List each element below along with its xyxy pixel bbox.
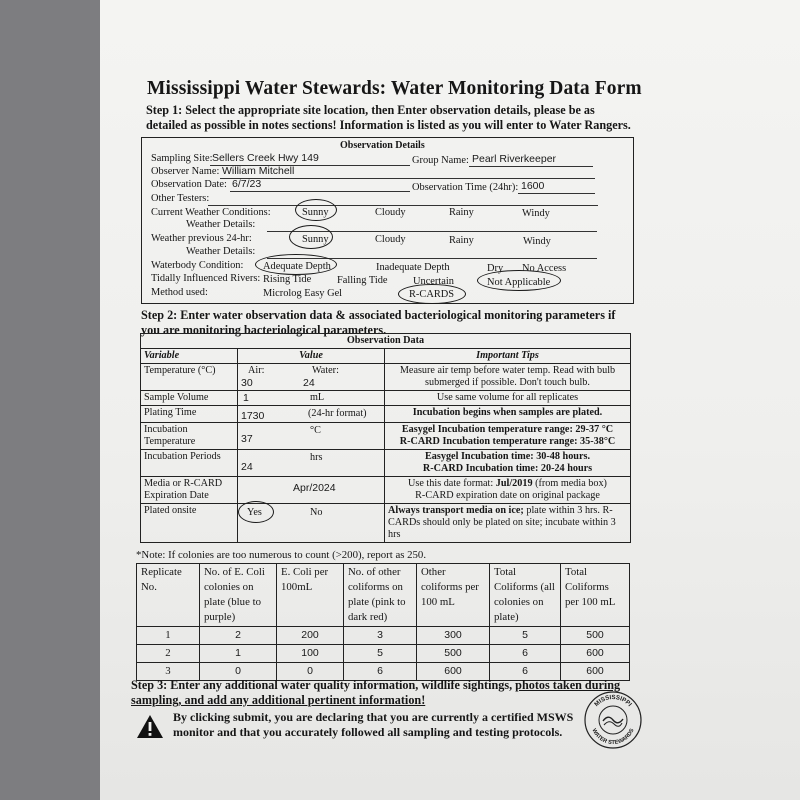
other-coliforms-per-100ml-value[interactable]: 500 xyxy=(417,645,490,663)
ecoli-per-100ml-value[interactable]: 100 xyxy=(277,645,344,663)
current-weather-sunny[interactable]: Sunny xyxy=(302,207,329,218)
total-coliforms-per-100ml-col-header: Total Coliforms per 100 mL xyxy=(561,564,630,627)
observation-data-table xyxy=(140,333,631,543)
observation-data-header: Observation Data xyxy=(141,334,631,349)
current-weather-cloudy[interactable]: Cloudy xyxy=(375,207,406,218)
form-title: Mississippi Water Stewards: Water Monitoring Data Form xyxy=(147,78,642,99)
observer-name-label: Observer Name: xyxy=(151,166,220,177)
tidal-label: Tidally Influenced Rivers: xyxy=(151,273,261,284)
plating-time-tip: Incubation begins when samples are plated. xyxy=(385,406,631,423)
incubation-periods-value[interactable]: 24 xyxy=(241,461,253,473)
plated-onsite-selection-circle xyxy=(238,501,274,523)
waterbody-no-access[interactable]: No Access xyxy=(522,263,567,274)
tidal-selection-circle xyxy=(477,270,561,291)
sample-volume-cell xyxy=(238,391,385,406)
table-row xyxy=(141,423,631,450)
incubation-temperature-value[interactable]: 37 xyxy=(241,433,253,445)
previous-weather-cloudy[interactable]: Cloudy xyxy=(375,234,406,245)
table-row xyxy=(141,364,631,391)
mississippi-water-stewards-seal-icon xyxy=(583,690,643,750)
temperature-label: Temperature (°C) xyxy=(141,364,238,391)
plated-onsite-label: Plated onsite xyxy=(141,504,238,543)
replicate-number: 3 xyxy=(137,663,200,681)
incubation-periods-tip-easygel: Easygel Incubation time: 30-48 hours. xyxy=(425,451,590,462)
replicate-header-row xyxy=(137,564,630,627)
table-row xyxy=(141,450,631,477)
previous-weather-windy[interactable]: Windy xyxy=(523,236,551,247)
previous-weather-rainy[interactable]: Rainy xyxy=(449,235,474,246)
previous-weather-label: Weather previous 24-hr: xyxy=(151,233,252,244)
observation-date-label: Observation Date: xyxy=(151,179,227,190)
media-tip-suffix: (from media box) xyxy=(532,478,607,489)
ecoli-colonies-value[interactable]: 2 xyxy=(200,627,277,645)
ecoli-colonies-value[interactable]: 1 xyxy=(200,645,277,663)
water-temp-value[interactable]: 24 xyxy=(303,377,315,389)
media-tip-example: Jul/2019 xyxy=(495,478,533,489)
incubation-periods-label: Incubation Periods xyxy=(141,450,238,477)
media-expiration-tip-rcard: R-CARD expiration date on original package xyxy=(415,490,600,501)
total-coliforms-per-100ml-value[interactable]: 500 xyxy=(561,627,630,645)
step3-underlined-text: photos taken during sampling, and add any additional pertinent information! xyxy=(131,678,621,707)
temperature-tip: Measure air temp before water temp. Read with bulb submerged if possible. Don't touch bulb. xyxy=(385,364,631,391)
step3-instructions xyxy=(131,678,634,709)
incubation-temperature-cell xyxy=(238,423,385,450)
previous-weather-sunny[interactable]: Sunny xyxy=(302,234,329,245)
tidal-falling[interactable]: Falling Tide xyxy=(337,275,388,286)
incubation-periods-cell xyxy=(238,450,385,477)
other-coliforms-value[interactable]: 5 xyxy=(344,645,417,663)
media-tip-prefix: Use this date format: xyxy=(408,478,496,489)
media-expiration-tip-format xyxy=(388,478,627,490)
current-weather-selection-circle xyxy=(295,199,337,221)
total-coliforms-per-100ml-value[interactable]: 600 xyxy=(561,663,630,681)
waterbody-inadequate-depth[interactable]: Inadequate Depth xyxy=(376,262,450,273)
total-coliforms-col-header: Total Coliforms (all colonies on plate) xyxy=(490,564,561,627)
sampling-site-value[interactable]: Sellers Creek Hwy 149 xyxy=(212,152,319,164)
other-coliforms-col-header: No. of other coliforms on plate (pink to dark red) xyxy=(344,564,417,627)
previous-weather-selection-circle xyxy=(289,225,333,249)
media-expiration-cell xyxy=(238,477,385,504)
warning-icon xyxy=(136,714,164,739)
other-coliforms-value[interactable]: 3 xyxy=(344,627,417,645)
replicate-col-header: Replicate No. xyxy=(137,564,200,627)
replicate-table xyxy=(136,563,630,681)
table-row xyxy=(141,504,631,543)
media-expiration-label: Media or R-CARD Expiration Date xyxy=(141,477,238,504)
current-weather-rainy[interactable]: Rainy xyxy=(449,207,474,218)
observation-time-value[interactable]: 1600 xyxy=(521,180,545,192)
plated-onsite-yes[interactable]: Yes xyxy=(247,507,262,518)
seal-bottom-text: WATER STEWARDS xyxy=(590,727,636,747)
plating-time-unit: (24-hr format) xyxy=(308,408,367,419)
table-row xyxy=(141,391,631,406)
plated-onsite-tip-bold: Always transport media on ice; xyxy=(388,505,524,516)
current-weather-label: Current Weather Conditions: xyxy=(151,207,271,218)
table-row xyxy=(141,477,631,504)
observation-time-label: Observation Time (24hr): xyxy=(412,182,519,193)
table-row xyxy=(137,627,630,645)
certification-declaration: By clicking submit, you are declaring that you are currently a certified MSWS monitor and that you accurately followed all sampling and testing protocols. xyxy=(173,710,574,739)
sample-volume-tip: Use same volume for all replicates xyxy=(385,391,631,406)
replicate-number: 1 xyxy=(137,627,200,645)
incubation-periods-tip-rcard: R-CARD Incubation time: 20-24 hours xyxy=(422,463,593,474)
sample-volume-unit: mL xyxy=(310,392,325,403)
plating-time-label: Plating Time xyxy=(141,406,238,423)
observer-name-value[interactable]: William Mitchell xyxy=(222,165,295,177)
method-rcards[interactable]: R-CARDS xyxy=(409,289,455,300)
step1-instructions: Step 1: Select the appropriate site location, then Enter observation details, please be as detailed as possible in notes sections! Information is listed as you will enter to Water Rangers. xyxy=(146,103,631,132)
seal-top-text: MISSISSIPPI xyxy=(593,693,634,709)
tidal-uncertain[interactable]: Uncertain xyxy=(413,276,454,287)
ecoli-per-100ml-value[interactable]: 200 xyxy=(277,627,344,645)
other-testers-label: Other Testers: xyxy=(151,193,210,204)
waterbody-adequate-depth[interactable]: Adequate Depth xyxy=(263,261,331,272)
other-coliforms-per-100ml-value[interactable]: 300 xyxy=(417,627,490,645)
tidal-not-applicable[interactable]: Not Applicable xyxy=(487,277,551,288)
total-coliforms-value[interactable]: 6 xyxy=(490,645,561,663)
tidal-rising[interactable]: Rising Tide xyxy=(263,274,312,285)
step3-text: Step 3: Enter any additional water quality information, wildlife sightings, xyxy=(131,678,516,692)
plating-time-value[interactable]: 1730 xyxy=(241,410,265,422)
observation-date-value[interactable]: 6/7/23 xyxy=(232,178,262,190)
incubation-temperature-tip-rcard: R-CARD Incubation temperature range: 35-38°C xyxy=(399,436,616,447)
sampling-site-label: Sampling Site: xyxy=(151,153,213,164)
other-coliforms-value[interactable]: 6 xyxy=(344,663,417,681)
sample-volume-value[interactable]: 1 xyxy=(243,392,249,404)
ecoli-per-100ml-col-header: E. Coli per 100mL xyxy=(277,564,344,627)
media-expiration-tip xyxy=(385,477,631,504)
group-name-label: Group Name: xyxy=(412,155,469,166)
step2-instructions: Step 2: Enter water observation data & associated bacteriological monitoring parameters if you are monitoring bacteriological parameters. xyxy=(141,308,616,337)
other-coliforms-per-100ml-value[interactable]: 600 xyxy=(417,663,490,681)
plated-onsite-cell xyxy=(238,504,385,543)
col-variable: Variable xyxy=(141,349,238,364)
sample-volume-label: Sample Volume xyxy=(141,391,238,406)
air-label: Air: xyxy=(248,365,265,376)
total-coliforms-per-100ml-value[interactable]: 600 xyxy=(561,645,630,663)
group-name-value[interactable]: Pearl Riverkeeper xyxy=(472,153,557,165)
current-weather-details-label: Weather Details: xyxy=(186,219,256,230)
incubation-temperature-label: Incubation Temperature xyxy=(141,423,238,450)
plated-onsite-tip-rest: plate within 3 hrs. R-CARDs should only be plated on site; incubate within 3 hrs xyxy=(388,505,616,540)
total-coliforms-value[interactable]: 6 xyxy=(490,663,561,681)
waterbody-dry[interactable]: Dry xyxy=(487,263,504,274)
other-coliforms-per-100ml-col-header: Other coliforms per 100 mL xyxy=(417,564,490,627)
incubation-temperature-unit: °C xyxy=(310,425,321,436)
incubation-periods-unit: hrs xyxy=(310,452,323,463)
method-label: Method used: xyxy=(151,287,208,298)
air-temp-value[interactable]: 30 xyxy=(241,377,253,389)
incubation-periods-tip xyxy=(385,450,631,477)
total-coliforms-value[interactable]: 5 xyxy=(490,627,561,645)
incubation-temperature-tip-easygel: Easygel Incubation temperature range: 29-37 °C xyxy=(401,424,614,435)
plated-onsite-tip xyxy=(385,504,631,543)
method-selection-circle xyxy=(398,284,466,304)
ecoli-per-100ml-value[interactable]: 0 xyxy=(277,663,344,681)
table-row xyxy=(137,645,630,663)
temperature-value-cell xyxy=(238,364,385,391)
previous-weather-details-label: Weather Details: xyxy=(186,246,256,257)
table-row xyxy=(141,406,631,423)
ecoli-colonies-value[interactable]: 0 xyxy=(200,663,277,681)
water-label: Water: xyxy=(312,365,339,376)
waterbody-condition-label: Waterbody Condition: xyxy=(151,260,244,271)
incubation-temperature-tip xyxy=(385,423,631,450)
media-expiration-value[interactable]: Apr/2024 xyxy=(293,482,336,494)
waterbody-selection-circle xyxy=(255,254,337,275)
ecoli-colonies-col-header: No. of E. Coli colonies on plate (blue to purple) xyxy=(200,564,277,627)
observation-details-header: Observation Details xyxy=(340,140,425,151)
col-important-tips: Important Tips xyxy=(385,349,631,364)
plating-time-cell xyxy=(238,406,385,423)
replicate-number: 2 xyxy=(137,645,200,663)
plated-onsite-no[interactable]: No xyxy=(310,507,323,518)
method-easy-gel[interactable]: Microlog Easy Gel xyxy=(263,288,343,299)
colonies-note: *Note: If colonies are too numerous to count (>200), report as 250. xyxy=(136,549,427,561)
col-value: Value xyxy=(238,349,385,364)
current-weather-windy[interactable]: Windy xyxy=(522,208,550,219)
